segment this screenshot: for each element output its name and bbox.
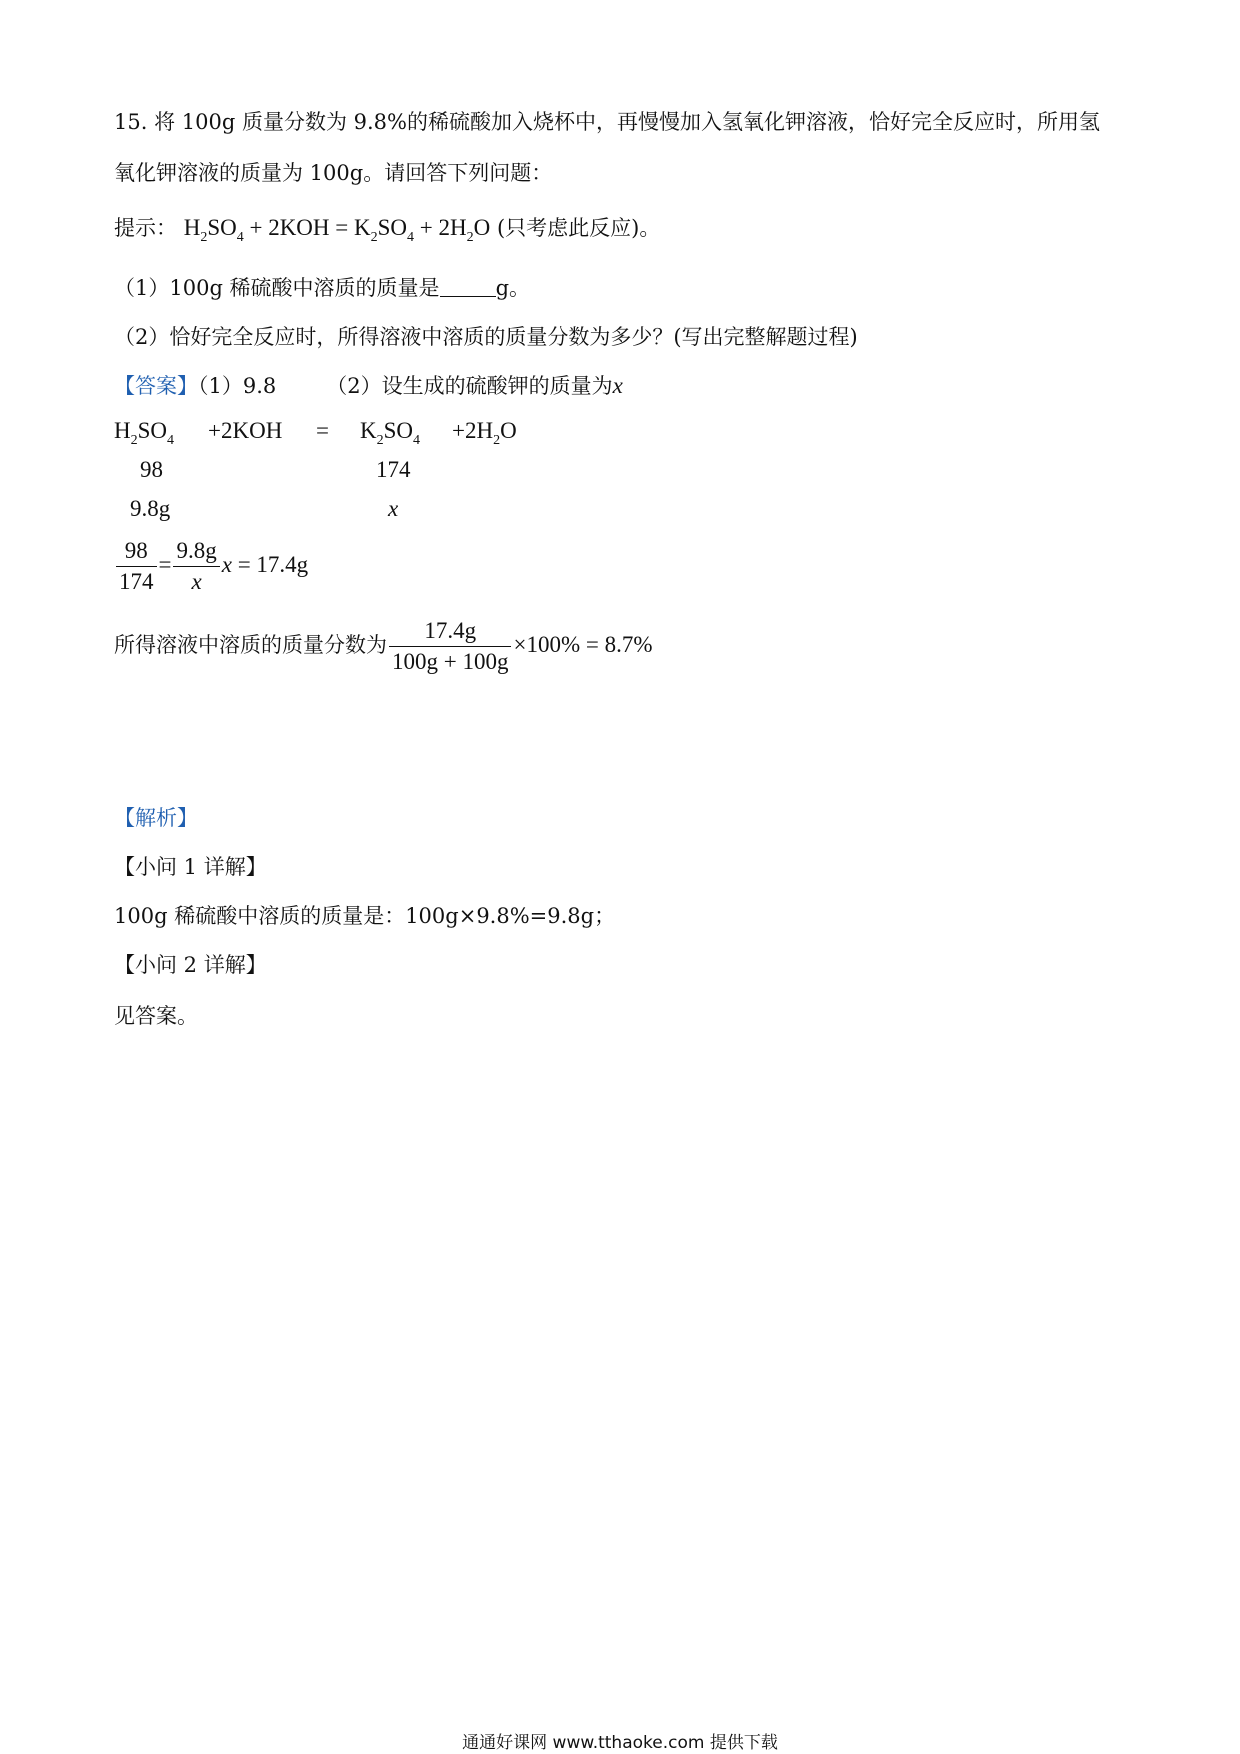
- proportion-equals: =: [158, 551, 172, 577]
- answer-line: [114, 370, 623, 400]
- hint-equation: $H_2SO_4 + 2KOH = K_2SO_4 + 2H_2O$: [183, 215, 491, 245]
- page-footer: 通通好课网 www.tthaoke.com 提供下载: [462, 1733, 778, 1753]
- eq-molar-mass-1: 98: [140, 457, 163, 482]
- answer-part-1: （1）9.8: [198, 374, 277, 398]
- fraction-molar: $\frac{98}{174}$: [116, 538, 157, 595]
- eq-given-mass: 9.8g: [130, 496, 171, 521]
- eq-molar-mass-2: 174: [376, 457, 411, 482]
- result-value: = 17.4g: [231, 551, 309, 577]
- eq-water: $+2H_2O$: [452, 418, 517, 448]
- eq-unknown-mass: x: [388, 496, 399, 521]
- proportion: [114, 538, 308, 595]
- question-line-1: 15. 将 100g 质量分数为 9.8%的稀硫酸加入烧杯中，再慢慢加入氢氧化钾溶液，恰好完全反应时，所用氢: [114, 110, 1100, 134]
- eq-h2so4: $H_2SO_4$: [114, 418, 175, 448]
- answer-part-2: （2）设生成的硫酸钾的质量为: [326, 374, 613, 398]
- question-line-2: 氧化钾溶液的质量为 100g。请回答下列问题：: [114, 161, 553, 185]
- analysis-text-2: 见答案。: [114, 1004, 198, 1028]
- answer-variable: x: [612, 373, 623, 398]
- hint-line: [114, 212, 661, 245]
- sub-question-1-unit: g。: [495, 276, 531, 300]
- analysis-text-1: 100g 稀硫酸中溶质的质量是：100g×9.8%=9.8g；: [114, 904, 616, 928]
- analysis-tag: 【解析】: [114, 806, 198, 830]
- hint-suffix: (只考虑此反应)。: [496, 216, 661, 240]
- final-suffix: ×100% = 8.7%: [513, 632, 653, 657]
- sub-question-1: [114, 272, 530, 302]
- final-result: [114, 618, 653, 675]
- eq-equals: =: [316, 418, 329, 443]
- final-prefix: 所得溶液中溶质的质量分数为: [114, 633, 387, 657]
- final-fraction: $\frac{17.4g}{100g + 100g}$: [389, 618, 511, 675]
- analysis-heading-1: 【小问 1 详解】: [114, 855, 267, 879]
- eq-k2so4: $K_2SO_4$: [360, 418, 421, 448]
- sub-question-2: （2）恰好完全反应时，所得溶液中溶质的质量分数为多少？(写出完整解题过程): [114, 325, 858, 349]
- sub-question-1-text: （1）100g 稀硫酸中溶质的质量是: [114, 276, 440, 300]
- answer-blank: [440, 278, 496, 297]
- result-variable: x: [221, 551, 232, 577]
- hint-prefix: 提示：: [114, 216, 177, 240]
- answer-tag: 【答案】: [114, 374, 198, 398]
- fraction-mass: $\frac{9.8g}{x}$: [173, 538, 219, 595]
- analysis-heading-2: 【小问 2 详解】: [114, 953, 267, 977]
- eq-koh: +2KOH: [208, 418, 283, 443]
